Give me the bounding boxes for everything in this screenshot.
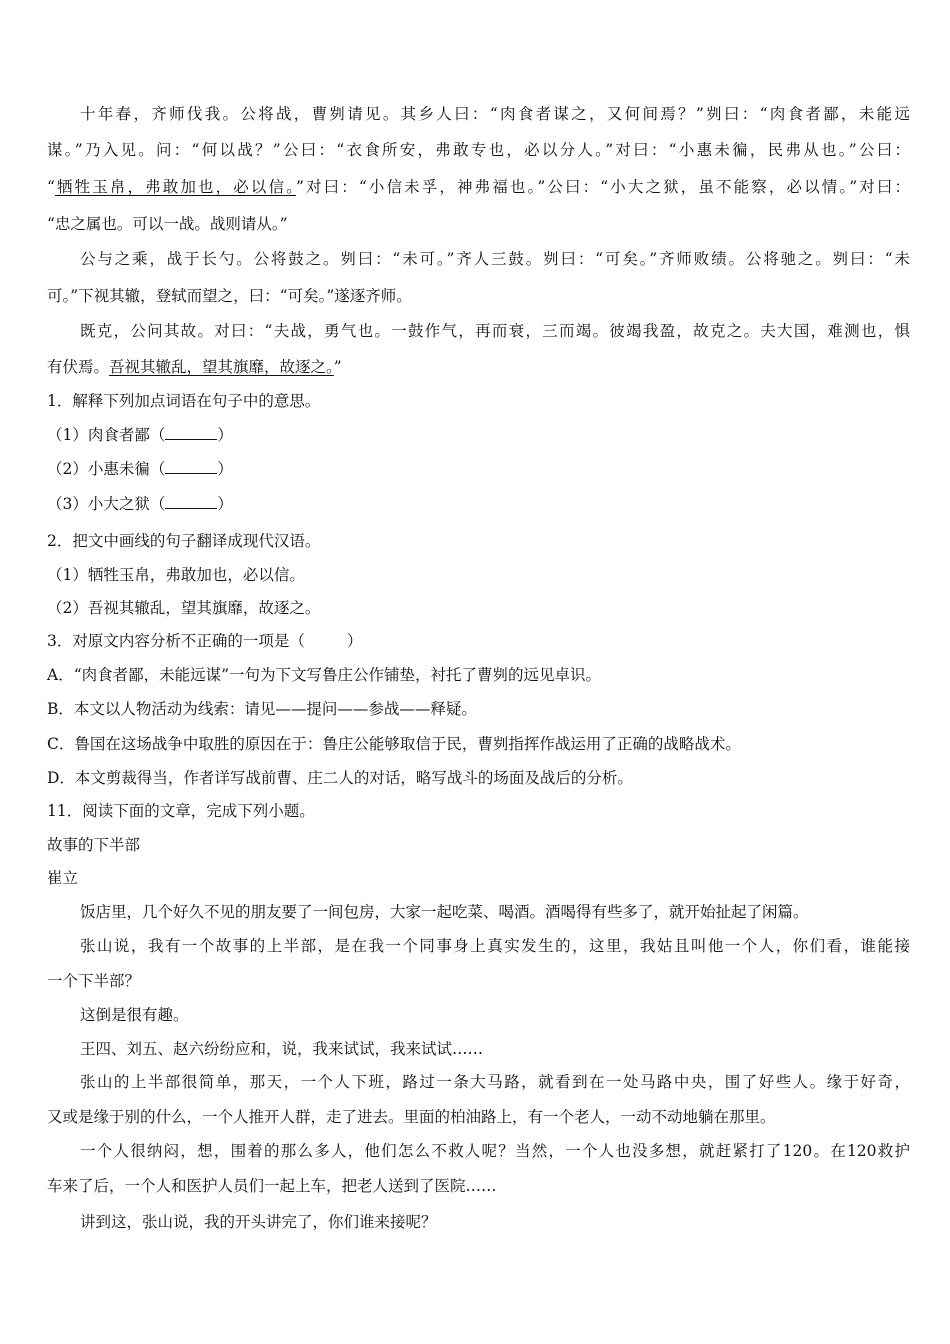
passage-p2-line2: 可。”下视其辙，登轼而望之，曰：“可矣。”遂逐齐师。 [47, 287, 412, 305]
quote-mark: “ [47, 178, 55, 196]
question-11-stem: 11．阅读下面的文章，完成下列小题。 [47, 802, 315, 820]
passage-p3-line1: 既克，公问其故。对曰：“夫战，勇气也。一鼓作气，再而衰，三而竭。彼竭我盈，故克之。夫大国，难测也，惧 [80, 322, 910, 340]
story-p2-line2: 一个下半部？ [47, 972, 141, 990]
passage-p1-line3-rest: ”对曰：“小信未孚，神弗福也。”公曰：“小大之狱，虽不能察，必以情。”对曰： [295, 178, 910, 196]
option-a: A．“肉食者鄙，未能远谋”一句为下文写鲁庄公作铺垫，衬托了曹刿的远见卓识。 [47, 666, 602, 684]
quote-close: ” [333, 358, 342, 376]
story-author: 崔立 [47, 869, 79, 887]
passage-p2-line1: 公与之乘，战于长勺。公将鼓之。刿曰：“未可。”齐人三鼓。刿曰：“可矣。”齐师败绩。公将驰之。刿曰：“未 [80, 250, 910, 268]
question-1-item-1: （1）肉食者鄙（ ） [47, 426, 233, 444]
passage-p1-line4: “忠之属也。可以一战。战则请从。” [47, 215, 288, 233]
option-c: C．鲁国在这场战争中取胜的原因在于：鲁庄公能够取信于民，曹刿指挥作战运用了正确的战略战术。 [47, 735, 741, 753]
question-1-item-3: （3）小大之狱（ ） [47, 495, 233, 513]
passage-p1-line1: 十年春，齐师伐我。公将战，曹刿请见。其乡人曰：“肉食者谋之，又何间焉？”刿曰：“肉食者鄙，未能远 [80, 105, 910, 123]
question-2-item-2: （2）吾视其辙乱，望其旗靡，故逐之。 [47, 599, 321, 617]
story-p4: 王四、刘五、赵六纷纷应和，说，我来试试，我来试试…… [80, 1040, 484, 1058]
question-3-stem: 3．对原文内容分析不正确的一项是（ ） [47, 632, 363, 650]
story-p1: 饭店里，几个好久不见的朋友要了一间包房，大家一起吃菜、喝酒。酒喝得有些多了，就开始扯起了闲篇。 [80, 903, 809, 921]
passage-p1-line3 [47, 177, 910, 197]
underlined-sentence-2: 吾视其辙乱，望其旗靡，故逐之。 [109, 358, 334, 376]
answer-blank[interactable] [165, 459, 217, 474]
passage-p1-line2: 谋。”乃入见。问：“何以战？”公曰：“衣食所安，弗敢专也，必以分人。”对曰：“小惠未徧，民弗从也。”公曰： [47, 141, 910, 159]
story-p7: 讲到这，张山说，我的开头讲完了，你们谁来接呢？ [80, 1213, 437, 1231]
story-p5-line2: 又或是缘于别的什么，一个人推开人群，走了进去。里面的柏油路上，有一个老人，一动不动地躺在那里。 [47, 1108, 776, 1126]
passage-p3-line2 [47, 357, 910, 377]
question-1-stem: 1．解释下列加点词语在句子中的意思。 [47, 392, 321, 410]
story-p6-line1: 一个人很纳闷，想，围着的那么多人，他们怎么不救人呢？当然，一个人也没多想，就赶紧打了120。在120救护 [80, 1142, 910, 1160]
question-1-item-2: （2）小惠未徧（ ） [47, 460, 233, 478]
question-2-item-1: （1）牺牲玉帛，弗敢加也，必以信。 [47, 566, 305, 584]
story-p6-line2: 车来了后，一个人和医护人员们一起上车，把老人送到了医院…… [47, 1177, 497, 1195]
answer-blank[interactable] [165, 494, 217, 509]
story-p2-line1: 张山说，我有一个故事的上半部，是在我一个同事身上真实发生的，这里，我姑且叫他一个人，你们看，谁能接 [80, 937, 910, 955]
story-title: 故事的下半部 [47, 836, 141, 854]
option-b: B．本文以人物活动为线索：请见——提问——参战——释疑。 [47, 700, 477, 718]
story-p5-line1: 张山的上半部很简单，那天，一个人下班，路过一条大马路，就看到在一处马路中央，围了好些人。缘于好奇， [80, 1073, 910, 1091]
underlined-sentence-1: 牺牲玉帛，弗敢加也，必以信。 [54, 178, 296, 196]
option-d: D．本文剪裁得当，作者详写战前曹、庄二人的对话，略写战斗的场面及战后的分析。 [47, 769, 633, 787]
question-2-stem: 2．把文中画线的句子翻译成现代汉语。 [47, 532, 321, 550]
answer-blank[interactable] [165, 425, 217, 440]
story-p3: 这倒是很有趣。 [80, 1006, 189, 1024]
passage-p3-line2-start: 有伏焉。 [47, 358, 110, 376]
